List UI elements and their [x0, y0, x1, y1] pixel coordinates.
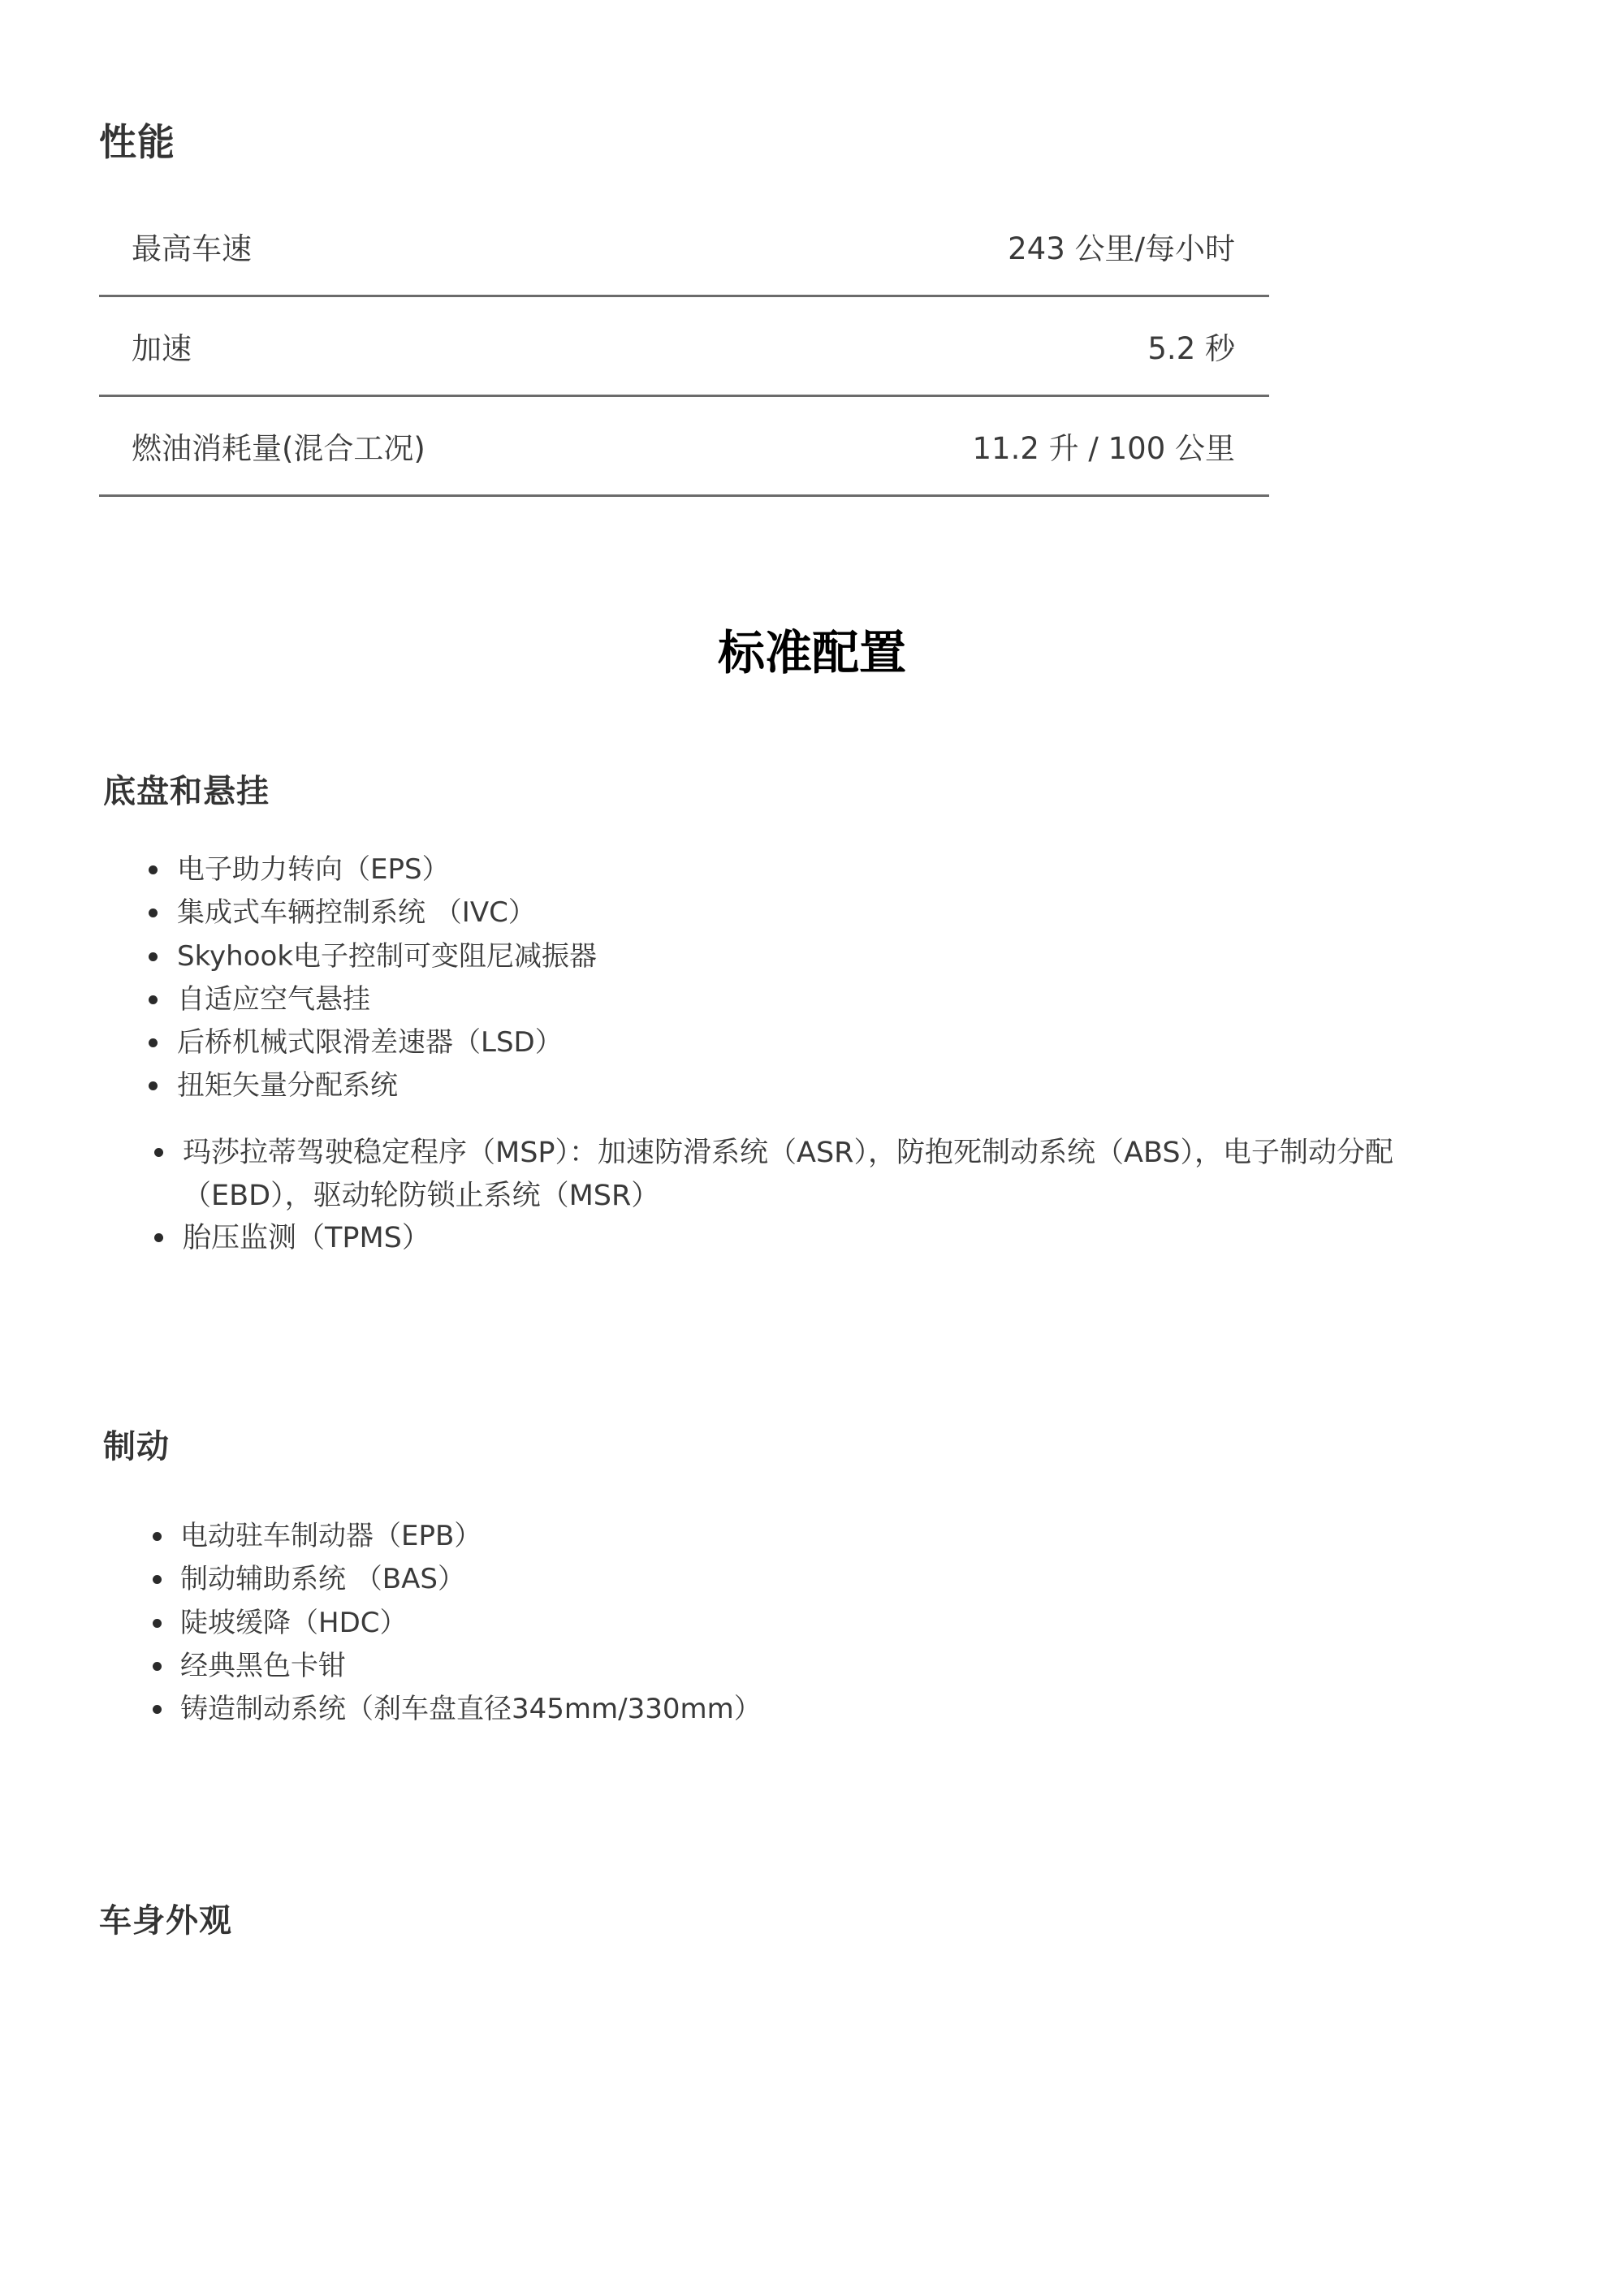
- performance-spec-table: [99, 197, 1269, 497]
- spec-value: 243 公里/每小时: [1008, 231, 1235, 266]
- list-item: [180, 1515, 762, 1558]
- list-item-text: 铸造制动系统（刹车盘直径345mm/330mm）: [180, 1693, 762, 1726]
- spec-label: 加速: [132, 331, 192, 366]
- list-item-text: 玛莎拉蒂驾驶稳定程序（MSP）：加速防滑系统（ASR），防抱死制动系统（ABS），电子制动分配（EBD），驱动轮防锁止系统（MSR）: [183, 1137, 1394, 1212]
- list-item: [177, 1064, 597, 1107]
- bullet-icon: [153, 1619, 162, 1628]
- performance-heading: 性能: [99, 120, 175, 164]
- bullet-icon: [149, 952, 158, 961]
- brake-feature-list: [180, 1515, 762, 1731]
- brakes-heading: 制动: [103, 1428, 170, 1465]
- bullet-icon: [149, 865, 158, 874]
- spec-row-fuel-consumption: [99, 397, 1269, 497]
- spec-label: 最高车速: [132, 231, 252, 266]
- spec-value: 5.2 秒: [1147, 331, 1235, 366]
- bullet-icon: [154, 1233, 163, 1242]
- spec-value: 11.2 升 / 100 公里: [972, 431, 1235, 466]
- list-item-text: 制动辅助系统 （BAS）: [180, 1563, 465, 1596]
- list-item-text: 自适应空气悬挂: [177, 982, 370, 1016]
- list-item: [177, 848, 597, 891]
- bullet-icon: [153, 1705, 162, 1714]
- standard-equipment-title: 标准配置: [717, 625, 906, 680]
- list-item-text: 胎压监测（TPMS）: [183, 1222, 430, 1254]
- bullet-icon: [149, 908, 158, 917]
- spec-row-acceleration: [99, 297, 1269, 397]
- list-item: [183, 1217, 1417, 1260]
- list-item-text: 经典黑色卡钳: [180, 1649, 346, 1682]
- list-item: [177, 978, 597, 1021]
- bullet-icon: [153, 1575, 162, 1584]
- list-item: [183, 1132, 1417, 1217]
- list-item-text: 集成式车辆控制系统 （IVC）: [177, 896, 536, 930]
- list-item-text: 扭矩矢量分配系统: [177, 1069, 398, 1103]
- list-item: [177, 891, 597, 934]
- body-exterior-heading: 车身外观: [99, 1902, 232, 1940]
- list-item: [180, 1602, 762, 1645]
- bullet-icon: [149, 995, 158, 1004]
- bullet-icon: [153, 1662, 162, 1671]
- list-item: [180, 1688, 762, 1731]
- list-item: [180, 1558, 762, 1601]
- list-item-text: 电子助力转向（EPS）: [177, 853, 450, 886]
- list-item: [180, 1645, 762, 1688]
- list-item-text: Skyhook电子控制可变阻尼减振器: [177, 939, 598, 973]
- list-item-text: 陡坡缓降（HDC）: [180, 1606, 408, 1639]
- spec-row-top-speed: [99, 197, 1269, 297]
- spec-label: 燃油消耗量(混合工况): [132, 431, 425, 466]
- bullet-icon: [149, 1038, 158, 1047]
- list-item-text: 电动驻车制动器（EPB）: [180, 1520, 482, 1552]
- stability-feature-list: [183, 1132, 1417, 1260]
- bullet-icon: [153, 1532, 162, 1541]
- list-item-text: 后桥机械式限滑差速器（LSD）: [177, 1026, 563, 1060]
- list-item: [177, 935, 597, 978]
- chassis-suspension-heading: 底盘和悬挂: [103, 773, 270, 810]
- bullet-icon: [149, 1081, 158, 1090]
- bullet-icon: [154, 1148, 163, 1157]
- chassis-feature-list: [177, 848, 597, 1108]
- list-item: [177, 1021, 597, 1064]
